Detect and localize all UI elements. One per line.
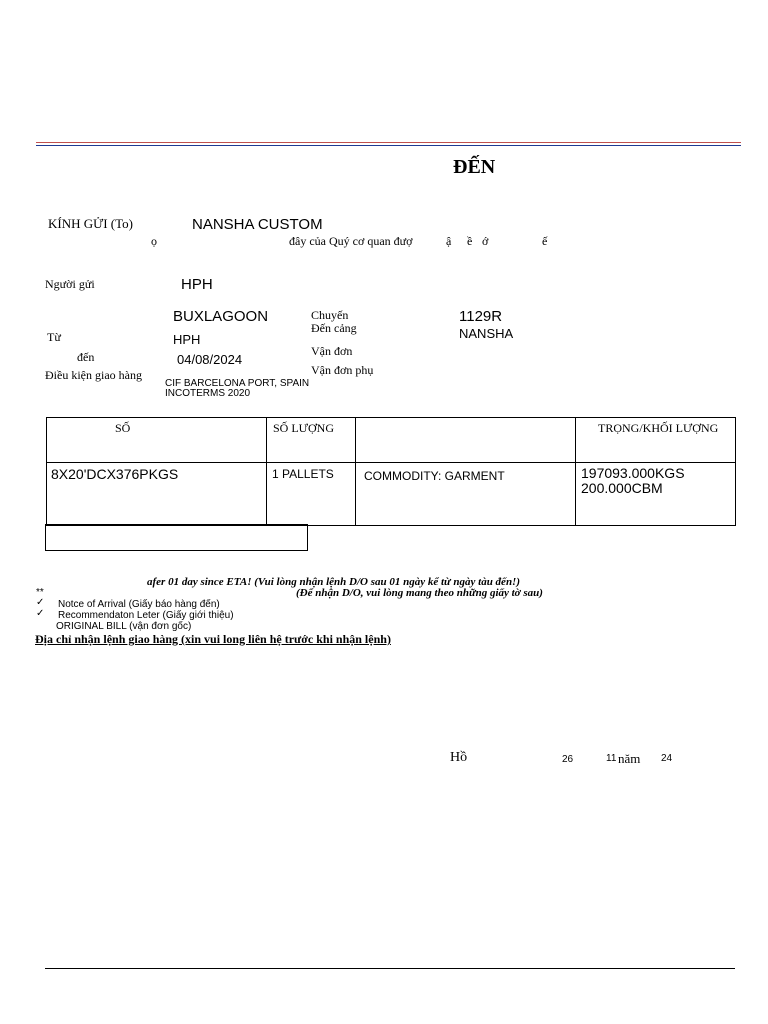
footer-rule — [45, 968, 735, 969]
recipient-fragment-2: đây của Quý cơ quan đượ — [289, 234, 413, 248]
header-weight: TRỌNG/KHỐI LƯỢNG — [576, 418, 736, 463]
cell-weight — [576, 463, 736, 526]
arrival-label: đến — [77, 350, 95, 364]
volume-value: 200.000CBM — [581, 480, 663, 496]
bl-label: Vận đơn — [311, 344, 353, 358]
recipient-fragment-6: ế — [542, 234, 548, 248]
recipient-fragment-5: ớ — [482, 234, 489, 248]
sender-label: Người gửi — [45, 277, 95, 291]
from-value: HPH — [173, 332, 201, 347]
recipient-fragment-3: ậ — [446, 234, 452, 248]
recipient-value: NANSHA CUSTOM — [192, 216, 323, 233]
notice-line-1: afer 01 day since ETA! (Vui lòng nhận lệnh D/O sau 01 ngày kể từ ngày tàu đến!) — [147, 576, 521, 588]
date-month: 11 — [606, 753, 617, 764]
document-item: Notce of Arrival (Giấy báo hàng đến) — [58, 599, 220, 610]
cell-number: 8X20'DCX376PKGS — [47, 463, 267, 526]
city-fragment: Hồ — [450, 750, 468, 765]
document-item: Recommendaton Leter (Giấy giới thiệu) — [58, 610, 234, 621]
terms-line-2: INCOTERMS 2020 — [165, 388, 251, 399]
voyage-value: 1129R — [459, 308, 503, 325]
recipient-label: KÍNH GỬI (To) — [48, 216, 133, 231]
port-label: Đến cảng — [311, 321, 357, 335]
terms-label: Điều kiện giao hàng — [45, 368, 142, 382]
address-heading: Địa chỉ nhận lệnh giao hàng (xin vui long liên hệ trước khi nhận lệnh) — [35, 632, 391, 646]
cell-description: COMMODITY: GARMENT — [356, 463, 576, 526]
stamp-box — [45, 524, 308, 551]
table-header-row — [47, 418, 736, 463]
from-label: Từ — [47, 330, 61, 344]
header-number: SỐ — [47, 418, 267, 463]
sender-value: HPH — [181, 276, 213, 293]
date-year: 24 — [661, 753, 673, 764]
house-bl-label: Vận đơn phụ — [311, 363, 374, 377]
weight-value: 197093.000KGS — [581, 465, 685, 481]
header-rule-red — [36, 142, 741, 143]
table-row — [47, 463, 736, 526]
header-description — [356, 418, 576, 463]
date-day: 26 — [562, 754, 574, 765]
arrival-value: 04/08/2024 — [177, 352, 243, 367]
vessel-value: BUXLAGOON — [173, 308, 269, 325]
recipient-fragment-4: ề — [467, 234, 473, 248]
recipient-fragment-1: ọ — [151, 234, 157, 248]
check-icon: ✓ — [36, 608, 45, 619]
notice-stars: ** — [36, 587, 44, 598]
header-quantity: SỐ LƯỢNG — [267, 418, 356, 463]
header-rule-blue — [36, 145, 741, 146]
terms-line-1: CIF BARCELONA PORT, SPAIN — [165, 378, 310, 389]
notice-line-2: (Để nhận D/O, vui lòng mang theo những giấy tờ sau) — [296, 587, 543, 599]
port-value: NANSHA — [459, 326, 514, 341]
cargo-table — [46, 417, 736, 526]
year-label: năm — [618, 751, 641, 766]
check-icon: ✓ — [36, 597, 45, 608]
cell-quantity: 1 PALLETS — [267, 463, 356, 526]
voyage-label: Chuyến — [311, 308, 349, 322]
document-item: ORIGINAL BILL (vận đơn gốc) — [56, 621, 192, 632]
page-title: ĐẾN — [453, 156, 496, 178]
